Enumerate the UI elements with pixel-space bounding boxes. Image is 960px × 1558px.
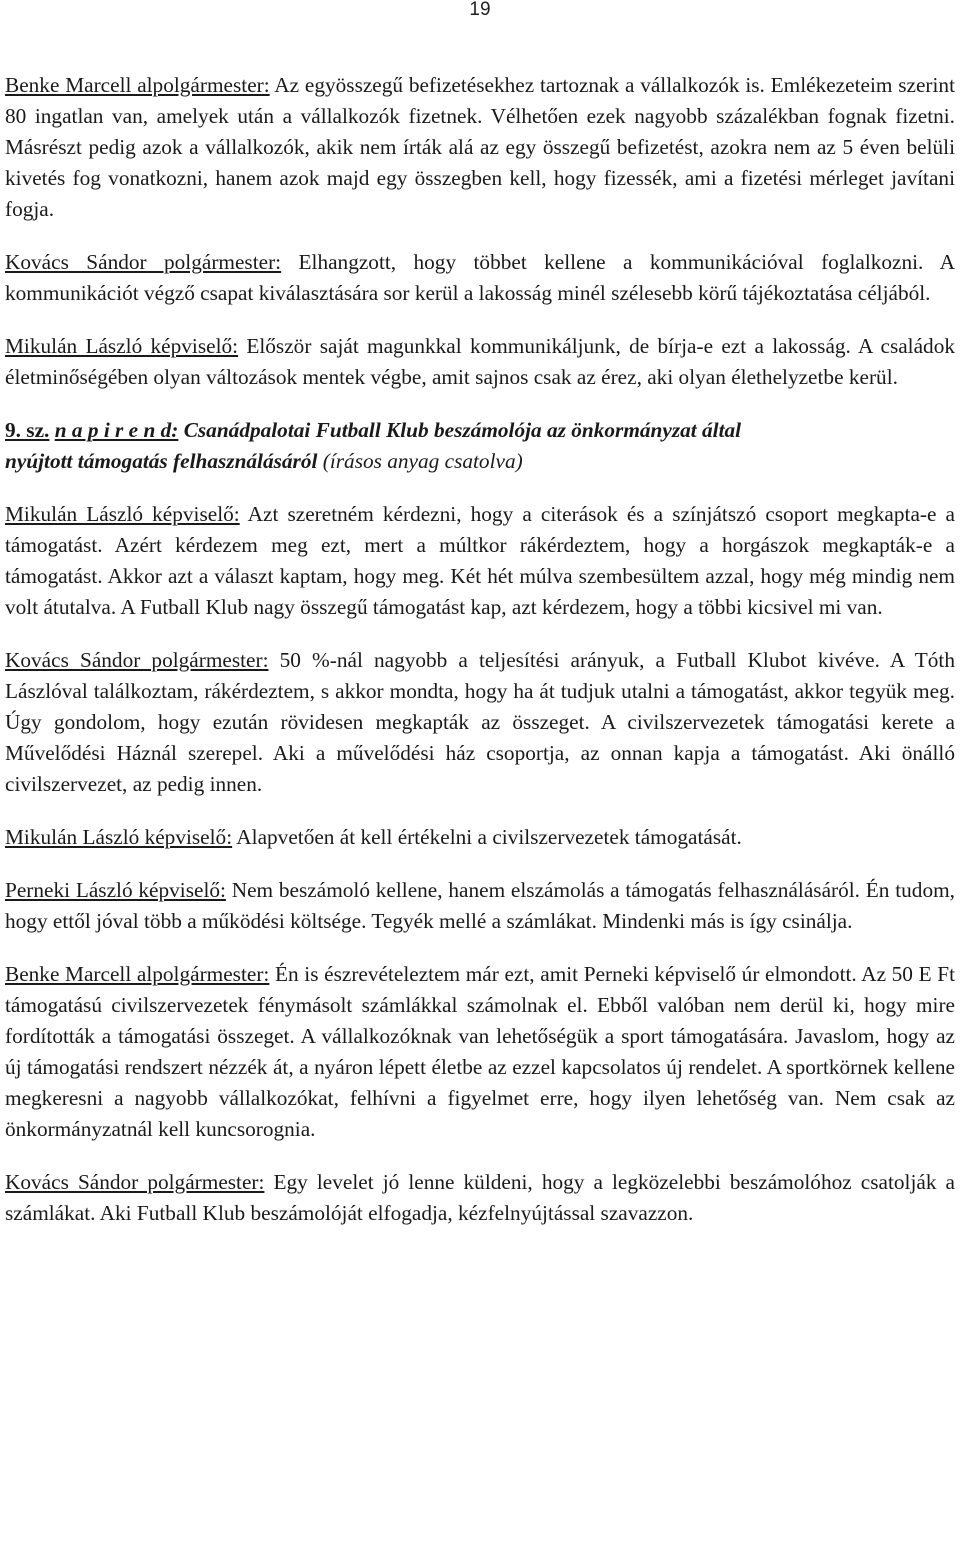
paragraph-text: Alapvetően át kell értékelni a civilszervezetek támogatását. — [232, 825, 742, 849]
paragraph-text: Elhangzott, hogy többet kellene a kommunikációval foglalkozni. A kommunikációt végző csapat kiválasztására sor kerül a lakosság minél szélesebb körű tájékoztatása céljából. — [5, 250, 955, 305]
paragraph-text: Egy levelet jó lenne küldeni, hogy a legközelebbi beszámolóhoz csatolják a számlákat. Aki Futball Klub beszámolóját elfogadja, kézfelnyújtással szavazzon. — [5, 1170, 955, 1225]
paragraph-text: Azt szeretném kérdezni, hogy a citerások és a színjátszó csoport megkapta-e a támogatást. Azért kérdezem meg ezt, mert a múltkor rákérdeztem, hogy a horgászok megkapták-e a támogatást. Akkor azt a választ kaptam, hogy meg. Két hét múlva szembesültem azzal, hogy még mindig nem volt átutalva. A Futball Klub nagy összegű támogatást kap, azt kérdezem, hogy a többi kicsivel mi van. — [5, 502, 955, 619]
speaker-name: Kovács Sándor polgármester: — [5, 250, 282, 274]
paragraph-mikulan-1 — [5, 331, 955, 393]
agenda-label: n a p i r e n d: — [54, 418, 179, 442]
paragraph-kovacs-3 — [5, 1167, 955, 1229]
speaker-name: Mikulán László képviselő: — [5, 825, 233, 849]
agenda-title-line1: Csanádpalotai Futball Klub beszámolója az önkormányzat által — [183, 418, 742, 442]
paragraph-kovacs-2 — [5, 645, 955, 800]
document-body — [5, 70, 955, 1229]
paragraph-kovacs-1 — [5, 247, 955, 309]
paragraph-mikulan-2 — [5, 499, 955, 623]
speaker-name: Benke Marcell alpolgármester: — [5, 962, 270, 986]
agenda-title-line2: nyújtott támogatás felhasználásáról — [5, 449, 318, 473]
agenda-number: 9. sz. — [5, 418, 50, 442]
speaker-name: Kovács Sándor polgármester: — [5, 1170, 265, 1194]
speaker-name: Kovács Sándor polgármester: — [5, 648, 269, 672]
speaker-name: Mikulán László képviselő: — [5, 334, 239, 358]
paragraph-perneki-1 — [5, 875, 955, 937]
paragraph-text: 50 %-nál nagyobb a teljesítési arányuk, a Futball Klubot kivéve. A Tóth Lászlóval találkoztam, rákérdeztem, s akkor mondta, hogy ha át tudjuk utalni a támogatást, akkor tegyük meg. Úgy gondolom, hogy ezután rövidesen megkapták az összeget. A civilszervezetek támogatási kerete a Művelődési Háznál szerepel. Aki a művelődési ház csoportja, az onnan kapja a támogatást. Aki önálló civilszervezet, az pedig innen. — [5, 648, 955, 796]
paragraph-text: Nem beszámoló kellene, hanem elszámolás a támogatás felhasználásáról. Én tudom, hogy ettől jóval több a működési költsége. Tegyék mellé a számlákat. Mindenki más is így csinálja. — [5, 878, 955, 933]
paragraph-benke-2 — [5, 959, 955, 1145]
agenda-item-heading — [5, 415, 955, 477]
paragraph-benke-1 — [5, 70, 955, 225]
paragraph-text: Én is észrevételeztem már ezt, amit Perneki képviselő úr elmondott. Az 50 E Ft támogatású civilszervezetek fénymásolt számlákkal számolnak el. Ebből valóban nem derül ki, hogy mire fordították a támogatási összeget. A vállalkozóknak van lehetőségük a sport támogatására. Javaslom, hogy az új támogatási rendszert nézzék át, a nyáron lépett életbe az ezzel kapcsolatos új rendelet. A sportkörnek kellene megkeresni a nagyobb vállalkozókat, felhívni a figyelmet erre, hogy ilyen lehetőség van. Nem csak az önkormányzatnál kell kuncsorognia. — [5, 962, 955, 1141]
paragraph-text: Először saját magunkkal kommunikáljunk, de bírja-e ezt a lakosság. A családok életminőségében olyan változások mentek végbe, amit sajnos csak az érez, aki olyan élethelyzetbe kerül. — [5, 334, 955, 389]
speaker-name: Benke Marcell alpolgármester: — [5, 73, 270, 97]
paragraph-mikulan-3 — [5, 822, 955, 853]
page-number: 19 — [469, 0, 491, 20]
paragraph-text: Az egyösszegű befizetésekhez tartoznak a vállalkozók is. Emlékezeteim szerint 80 ingatlan van, amelyek után a vállalkozók fizetnek. Vélhetően ezek nagyobb százalékban fognak fizetni. Másrészt pedig azok a vállalkozók, akik nem írták alá az egy összegű befizetést, azokra nem az 5 éven belüli kivetés fog vonatkozni, hanem azok majd egy összegben kell, hogy fizessék, ami a fizetési mérleget javítani fogja. — [5, 73, 955, 221]
speaker-name: Mikulán László képviselő: — [5, 502, 240, 526]
agenda-note: (írásos anyag csatolva) — [322, 449, 523, 473]
speaker-name: Perneki László képviselő: — [5, 878, 226, 902]
